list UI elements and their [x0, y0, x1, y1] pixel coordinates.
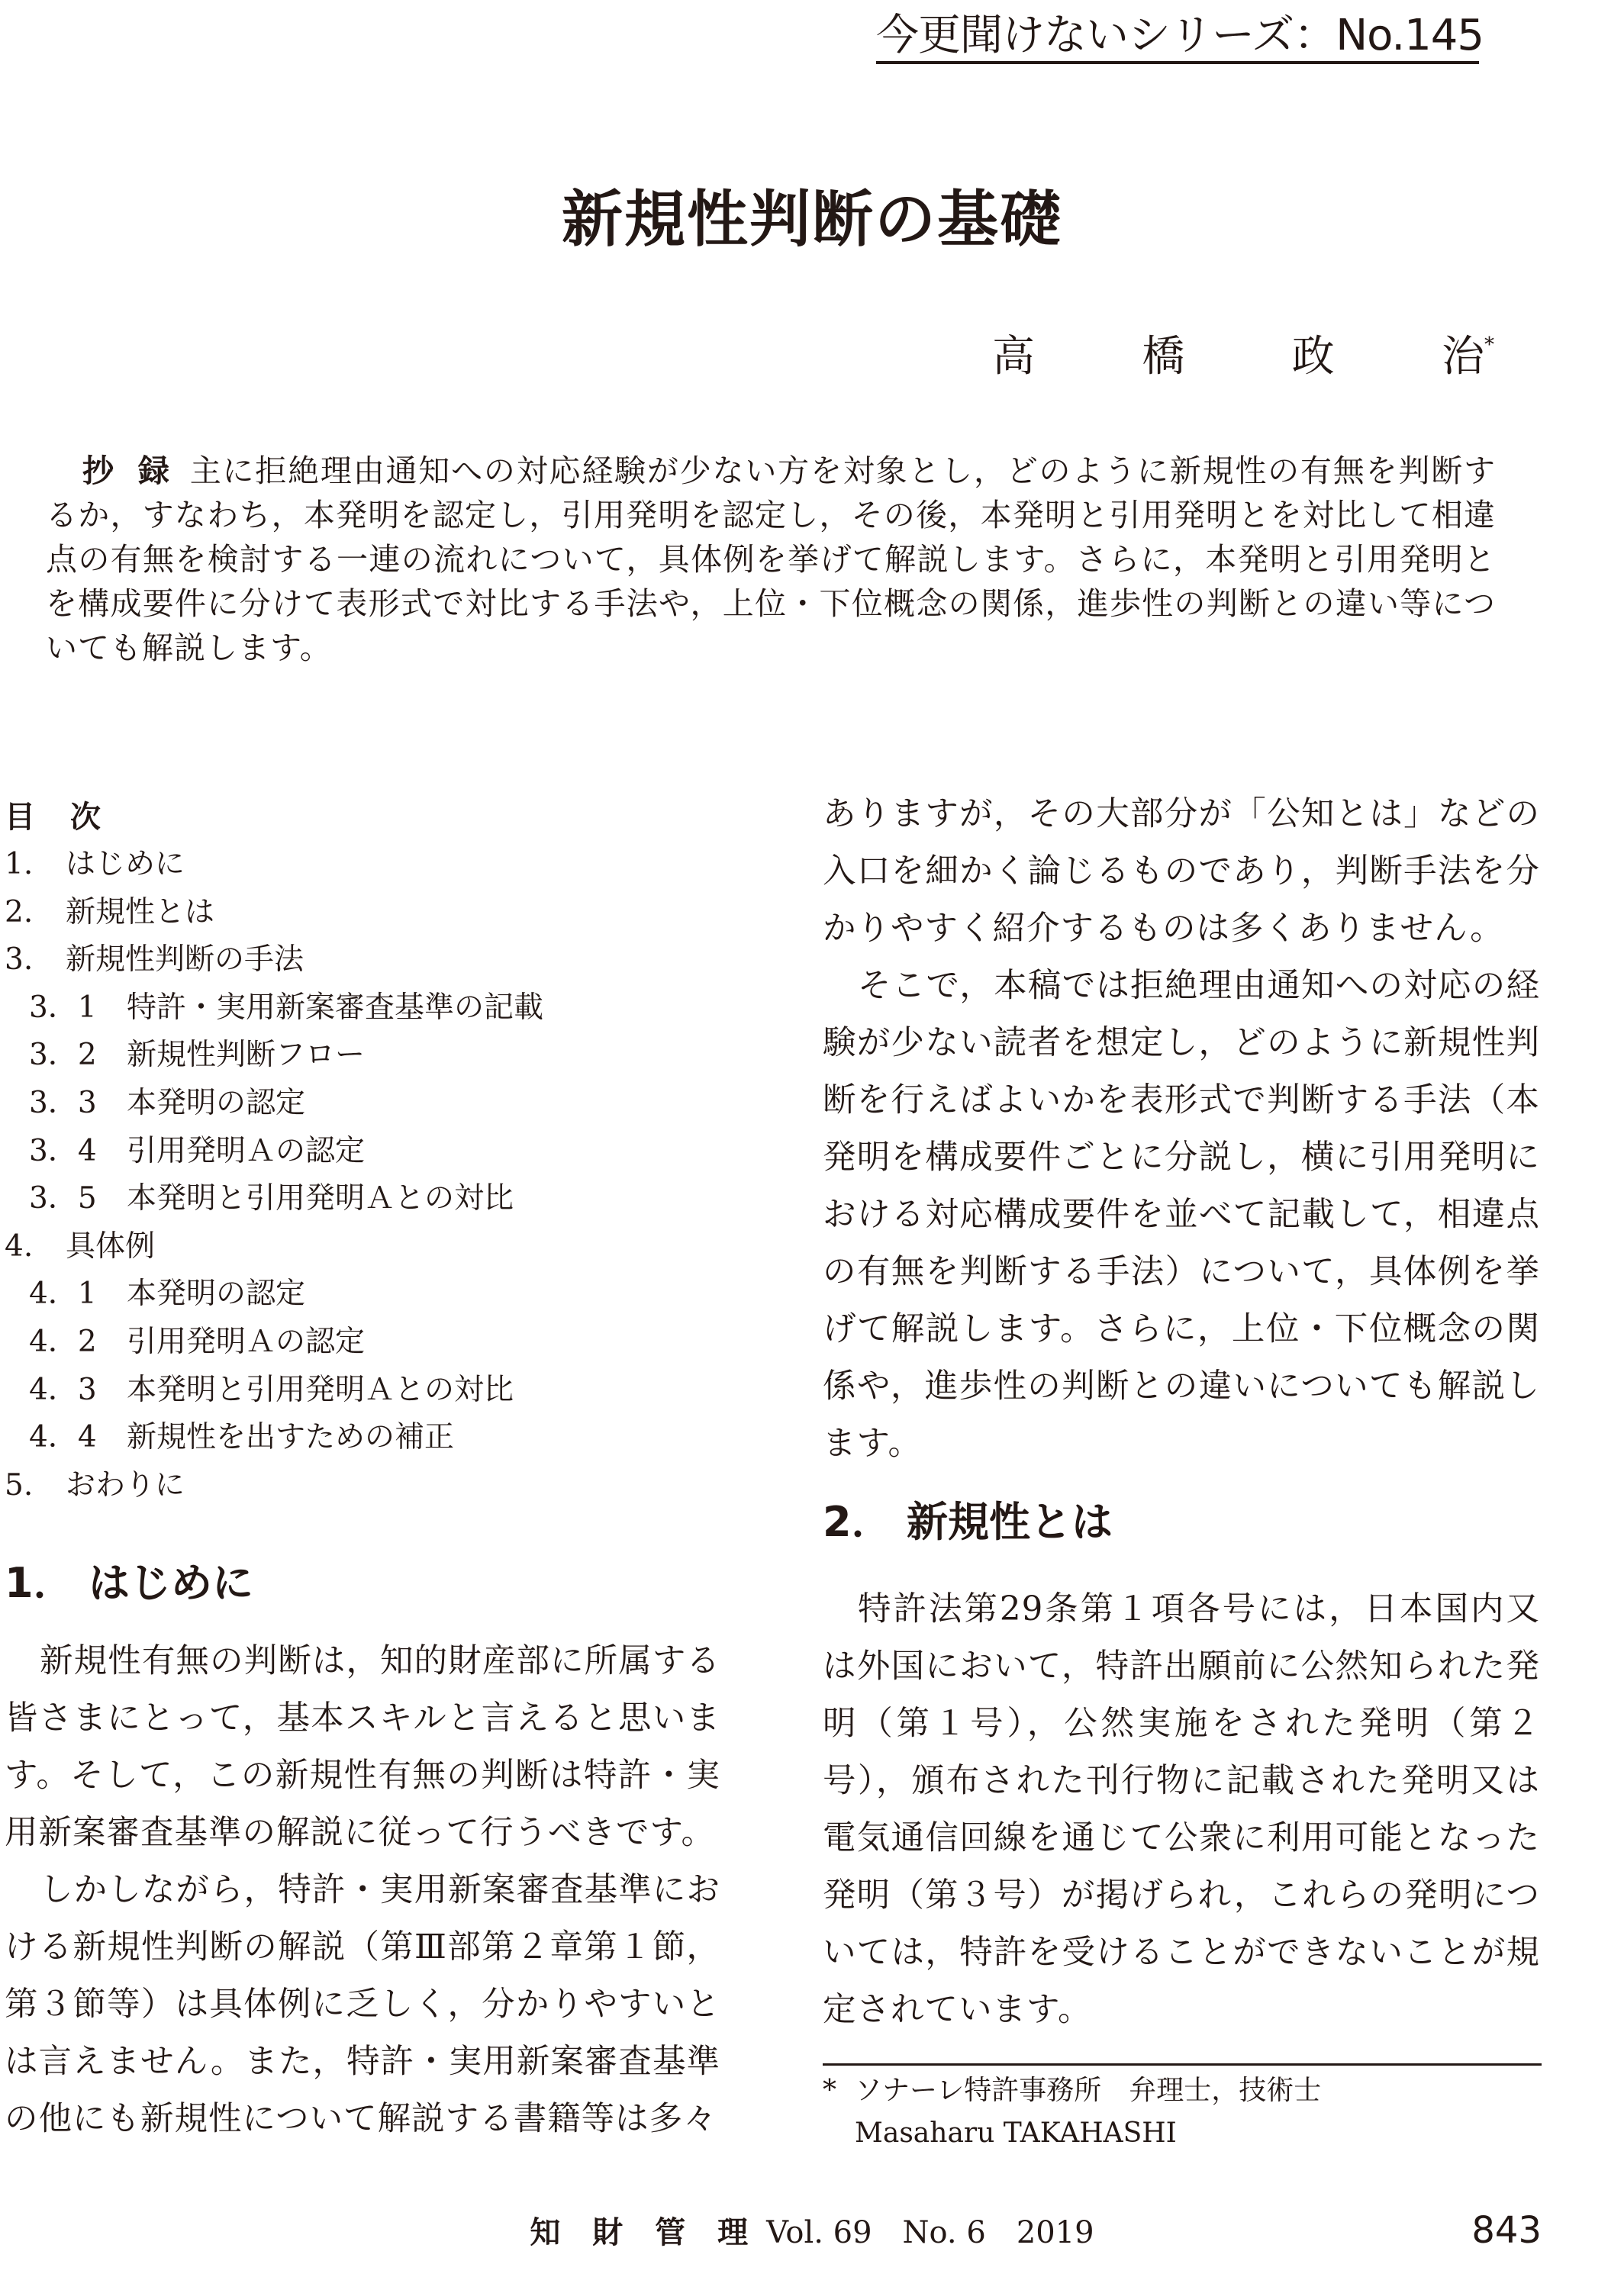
- section-title: 新規性とは: [907, 1498, 1113, 1546]
- abstract-text: 主に拒絶理由通知への対応経験が少ない方を対象とし，どのように新規性の有無を判断するか，すなわち，本発明を認定し，引用発明を認定し，その後，本発明と引用発明とを対比して相違点の有無を検討する一連の流れについて，具体例を挙げて解説します。さらに，本発明と引用発明とを構成要件に分けて表形式で対比する手法や，上位・下位概念の関係，進歩性の判断との違い等についても解説します。: [46, 453, 1496, 666]
- body-paragraph: 特許法第29条第１項各号には，日本国内又は外国において，特許出願前に公然知られた発明（第１号），公然実施をされた発明（第２号），頒布された刊行物に記載された発明又は電気通信回線を通じて公衆に利用可能となった発明（第３号）が掲げられ，これらの発明については，特許を受けることができないことが規定されています。: [823, 1590, 1540, 2029]
- toc-item: 1. はじめに: [5, 847, 185, 881]
- series-label: 今更聞けないシリーズ：No.145: [876, 11, 1479, 64]
- toc-subitem: 4．2 引用発明Ａの認定: [29, 1324, 366, 1359]
- body-paragraph: 新規性有無の判断は，知的財産部に所属する皆さまにとって，基本スキルと言えると思います。そして，この新規性有無の判断は特許・実用新案審査基準の解説に従って行うべきです。: [5, 1642, 720, 1852]
- toc-subitem: 4．4 新規性を出すための補正: [29, 1420, 455, 1455]
- author-char: 政: [1291, 332, 1335, 382]
- toc-subitem: 3．3 本発明の認定: [29, 1085, 306, 1120]
- right-column-intro: [823, 786, 1540, 1473]
- toc-subitem: 4．3 本発明と引用発明Ａとの対比: [29, 1372, 514, 1407]
- toc-subitem: 3．5 本発明と引用発明Ａとの対比: [29, 1181, 514, 1216]
- author-char-last: 治*: [1441, 332, 1494, 382]
- toc-heading: 目 次: [5, 800, 113, 835]
- toc-subitem: 3．2 新規性判断フロー: [29, 1038, 366, 1073]
- toc-item: 2. 新規性とは: [5, 894, 215, 929]
- section-1-heading: [5, 1555, 720, 1612]
- body-paragraph: しかしながら，特許・実用新案審査基準における新規性判断の解説（第Ⅲ部第２章第１節，第３節等）は具体例に乏しく，分かりやすいとは言えません。また，特許・実用新案審査基準の他にも新規性について解説する書籍等は多々: [5, 1871, 720, 2138]
- footnote-mark: *: [823, 2075, 836, 2106]
- section-title: はじめに: [89, 1559, 253, 1607]
- table-of-contents: [5, 794, 737, 1509]
- body-paragraph-continued: ありますが，その大部分が「公知とは」などの入口を細かく論じるものであり，判断手法を分かりやすく紹介するものは多くありません。: [823, 795, 1540, 948]
- toc-subitem: 3．4 引用発明Ａの認定: [29, 1133, 366, 1168]
- author-footnote-mark: *: [1484, 333, 1494, 356]
- section-2-heading: [823, 1494, 1540, 1551]
- section-1-body: [5, 1633, 720, 2148]
- footnote-affiliation: ソナーレ特許事務所 弁理士，技術士: [855, 2075, 1322, 2106]
- author-footnote: [823, 2069, 1540, 2155]
- author-name: [992, 330, 1494, 385]
- footnote-divider: [823, 2063, 1542, 2066]
- journal-volume: Vol. 69 No. 6 2019: [766, 2215, 1094, 2250]
- footnote-romanized-name: Masaharu TAKAHASHI: [855, 2118, 1177, 2149]
- toc-item: 3. 新規性判断の手法: [5, 942, 304, 977]
- article-title: 新規性判断の基礎: [562, 184, 1062, 255]
- toc-item: 5. おわりに: [5, 1467, 185, 1502]
- author-char: 高: [992, 332, 1035, 382]
- abstract: [46, 449, 1496, 670]
- toc-subitem: 3．1 特許・実用新案審査基準の記載: [29, 990, 544, 1025]
- journal-name: 知 財 管 理: [530, 2215, 759, 2250]
- toc-item: 4. 具体例: [5, 1229, 156, 1264]
- author-char: 橋: [1142, 332, 1185, 382]
- journal-footer: [0, 2210, 1624, 2256]
- section-2-body: [823, 1581, 1540, 2039]
- body-paragraph: そこで，本稿では拒絶理由通知への対応の経験が少ない読者を想定し，どのように新規性判断を行えばよいかを表形式で判断する手法（本発明を構成要件ごとに分説し，横に引用発明における対応構成要件を並べて記載して，相違点の有無を判断する手法）について，具体例を挙げて解説します。さらに，上位・下位概念の関係や，進歩性の判断との違いについても解説します。: [823, 967, 1540, 1463]
- toc-subitem: 4．1 本発明の認定: [29, 1277, 306, 1312]
- section-number: 2．: [823, 1498, 893, 1546]
- abstract-label: 抄 録: [82, 453, 176, 489]
- page-number: 843: [1471, 2209, 1542, 2252]
- section-number: 1．: [5, 1559, 75, 1607]
